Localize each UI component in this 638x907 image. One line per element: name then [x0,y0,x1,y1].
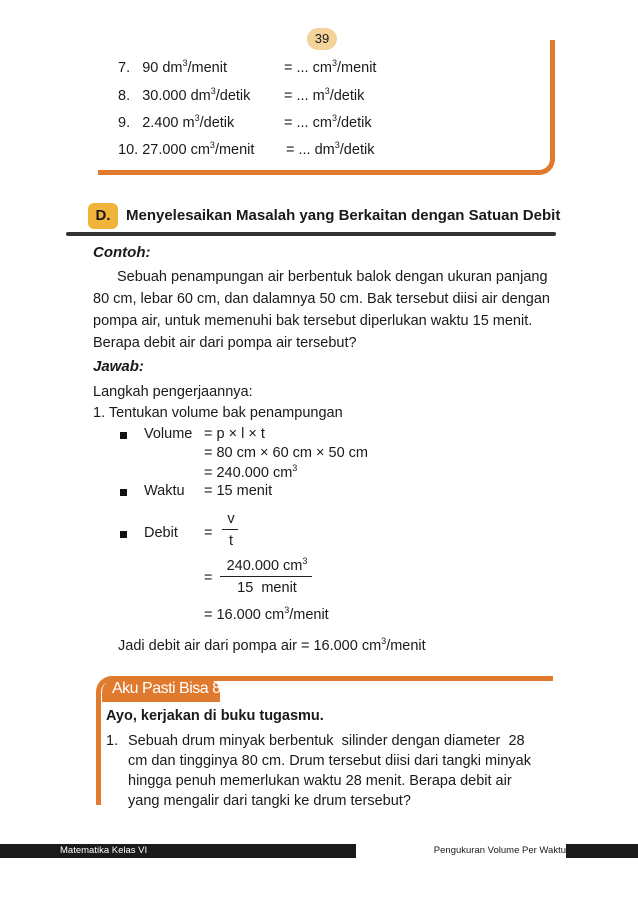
footer-chapter-title: Pengukuran Volume Per Waktu [356,844,566,858]
exercise-item-7: 7. 90 $dm^3$/menit [118,58,228,76]
exercise-item-8: 8. 30.000 $dm^3$/detik [118,86,251,104]
bullet-icon [120,489,127,496]
debit-label: Debit [144,525,178,541]
contoh-paragraph: Sebuah penampungan air berbentuk balok dengan ukuran panjang 80 cm, lebar 60 cm, dan dalamnya 50 cm. Bak tersebut diisi air dengan pompa air, untuk memenuhi bak tersebut diperlukan waktu 15 menit. Berapa debit air dari pompa air tersebut? [93,269,550,351]
exercise-item-10: 10. 27.000 $cm^3$/menit [118,140,255,158]
bullet-icon [120,531,127,538]
fraction-bar-2 [220,576,312,577]
fraction-numerator-volume: 240.000 $cm^3$ [226,556,308,574]
debit-result: = 16.000 $cm^3$/menit [204,605,329,623]
question-1: Sebuah drum minyak berbentuk silinder dengan diameter 28 cm dan tingginya 80 cm. Drum tersebut diisi dari tangki minyak hingga penuh memerlukan waktu 28 menit. Berapa debit air yang mengalir dari tangki ke drum tersebut? [128,733,531,809]
section-underline [66,232,556,236]
section-title: Menyelesaikan Masalah yang Berkaitan dengan Satuan Debit [126,207,561,224]
exercise-item-9: 9. 2.400 $m^3$/detik [118,113,235,131]
practice-instruction: Ayo, kerjakan di buku tugasmu. [106,708,324,724]
contoh-label: Contoh: [93,244,151,261]
bullet-icon [120,432,127,439]
debit-equals: = [204,525,213,541]
question-number: 1. [106,733,119,749]
fraction-bar [222,529,238,530]
exercise-answer-7: = ... $cm^3$/menit [284,58,377,76]
langkah-text: Langkah pengerjaannya: [93,384,253,400]
exercise-answer-8: = ... $m^3$/detik [284,86,365,104]
volume-formula: = p × l × t [204,426,265,442]
practice-title: Aku Pasti Bisa 8 [112,680,221,697]
debit-equals-2: = [204,570,213,586]
volume-substitution: = 80 cm × 60 cm × 50 cm [204,445,369,461]
volume-label: Volume [144,426,193,442]
page-number: 39 [307,28,337,50]
fraction-denominator-time: 15 menit [237,580,297,596]
exercise-answer-9: = ... $cm^3$/detik [284,113,372,131]
fraction-denominator-t: t [228,533,234,549]
waktu-value: = 15 menit [204,483,273,499]
step-1: 1. Tentukan volume bak penampungan [93,405,343,421]
volume-result: = 240.000 $cm^3$ [204,463,298,481]
footer-book-title: Matematika Kelas VI [60,845,148,856]
jawab-label: Jawab: [93,358,144,375]
section-letter-badge: D. [88,203,118,229]
exercise-answer-10: = ... $dm^3$/detik [286,140,375,158]
fraction-numerator-v: v [227,511,235,527]
waktu-label: Waktu [144,483,185,499]
conclusion-text: Jadi debit air dari pompa air = 16.000 $cm^3$/menit [118,636,426,654]
